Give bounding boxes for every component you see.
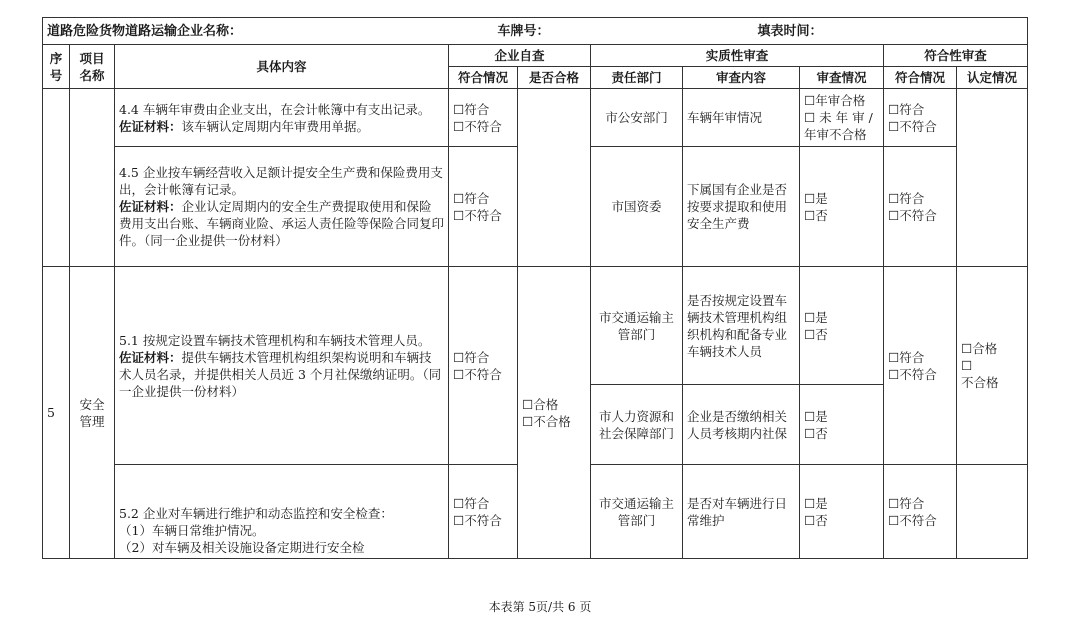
dept-cell: 市人力资源和社会保障部门 [591,385,683,465]
plate-label: 车牌号： [497,23,550,39]
fail-text: 不合格 [961,375,999,390]
comp-confirm-cell-empty [957,89,1028,267]
comp-confirm-cell [957,267,1028,465]
col-comp-confirm: 认定情况 [957,67,1028,89]
company-label: 道路危险货物道路运输企业名称： [47,23,243,39]
col-self-check: 企业自查 [449,45,591,67]
col-dept: 责任部门 [591,67,683,89]
dept-cell: 市国资委 [591,147,683,267]
review-status-cell [800,385,884,465]
item-cell-empty [70,89,115,267]
checkbox-conform[interactable]: ☐符合 [453,349,490,365]
content-text: 5.1 按规定设置车辆技术管理机构和车辆技术管理人员。 [119,332,431,348]
checkbox-review-fail[interactable]: ☐ 未 年 审 / [804,110,873,125]
checkbox-fail[interactable]: ☐不合格 [522,413,571,429]
content-cell [115,267,449,465]
checkbox-yes[interactable]: ☐是 [804,190,828,206]
content-text: （1）车辆日常维护情况。 [119,523,265,538]
seq-cell: 5 [43,267,70,559]
col-comp-status: 符合情况 [884,67,957,89]
content-text: 4.4 车辆年审费由企业支出，在会计帐簿中有支出记录。 [119,101,431,117]
col-substantive: 实质性审查 [591,45,884,67]
content-cell [115,89,449,147]
checkbox-yes[interactable]: ☐是 [804,495,828,511]
col-seq: 序号 [43,45,70,89]
checkbox-conform[interactable]: ☐符合 [888,101,925,117]
checkbox-yes[interactable]: ☐是 [804,309,828,325]
self-status-cell [449,89,518,147]
checkbox-conform[interactable]: ☐符合 [453,101,490,117]
checkbox-nonconform[interactable]: ☐不符合 [888,207,937,223]
self-status-cell [449,267,518,465]
evidence-text: 提供车辆技术管理机构组织架构说明和车辆技术人员名录，并提供相关人员近 3 个月社保缴纳证明。（同一企业提供一份材料） [119,349,442,399]
checkbox-conform[interactable]: ☐符合 [453,190,490,206]
comp-status-cell [884,267,957,465]
comp-status-cell [884,89,957,147]
checkbox-review-pass[interactable]: ☐年审合格 [804,93,866,108]
review-content-cell: 是否对车辆进行日常维护 [683,465,800,559]
review-content-cell: 下属国有企业是否按要求提取和使用安全生产费 [683,147,800,267]
content-text: 4.5 企业按车辆经营收入足额计提安全生产费和保险费用支出，会计帐簿有记录。 [119,165,443,197]
checkbox-conform[interactable]: ☐符合 [888,349,925,365]
col-compliance: 符合性审查 [884,45,1028,67]
checkbox-yes[interactable]: ☐是 [804,408,828,424]
checkbox-conform[interactable]: ☐符合 [888,190,925,206]
review-status-cell [800,147,884,267]
self-pass-cell-empty [518,89,591,267]
checkbox-pass[interactable]: ☐合格 [522,396,559,412]
checkbox-no[interactable]: ☐否 [804,512,828,528]
evidence-text: 企业认定周期内的安全生产费提取使用和保险费用支出台账、车辆商业险、承运人责任险等保险合同复印件。（同一企业提供一份材料） [119,199,445,248]
dept-cell: 市交通运输主管部门 [591,465,683,559]
table-row [43,267,1028,385]
item-cell: 安全管理 [70,267,115,559]
table-title-row [43,18,1028,45]
content-text: （2）对车辆及相关设施设备定期进行安全检 [119,540,365,555]
table-row [43,89,1028,147]
review-content-cell: 车辆年审情况 [683,89,800,147]
content-cell [115,147,449,267]
evidence-label: 佐证材料： [119,118,182,134]
dept-cell: 市公安部门 [591,89,683,147]
checkbox-conform[interactable]: ☐符合 [453,495,490,511]
checkbox-conform[interactable]: ☐符合 [888,495,925,511]
col-review-content: 审查内容 [683,67,800,89]
seq-cell-empty [43,89,70,267]
checkbox-nonconform[interactable]: ☐不符合 [888,118,937,134]
col-review-status: 审查情况 [800,67,884,89]
review-content-cell: 企业是否缴纳相关人员考核期内社保 [683,385,800,465]
comp-status-cell [884,147,957,267]
review-status-cell [800,465,884,559]
evidence-text: 该车辆认定周期内年审费用单据。 [181,118,370,134]
col-self-status: 符合情况 [449,67,518,89]
checkbox-nonconform[interactable]: ☐不符合 [453,118,502,134]
review-fail-text: 年审不合格 [804,127,867,142]
comp-status-cell [884,465,957,559]
self-status-cell [449,147,518,267]
inspection-table [42,17,1028,559]
checkbox-no[interactable]: ☐否 [804,207,828,223]
review-status-cell [800,89,884,147]
checkbox-nonconform[interactable]: ☐不符合 [453,512,502,528]
content-cell [115,465,449,559]
checkbox-nonconform[interactable]: ☐不符合 [453,207,502,223]
date-label: 填表时间： [757,23,823,39]
col-content: 具体内容 [115,45,449,89]
comp-confirm-cell-empty [957,465,1028,559]
checkbox-no[interactable]: ☐否 [804,326,828,342]
checkbox-fail[interactable]: ☐ [961,358,973,373]
checkbox-pass[interactable]: ☐合格 [961,341,998,356]
checkbox-nonconform[interactable]: ☐不符合 [453,366,502,382]
review-content-cell: 是否按规定设置车辆技术管理机构组织机构和配备专业车辆技术人员 [683,267,800,385]
self-status-cell [449,465,518,559]
checkbox-nonconform[interactable]: ☐不符合 [888,512,937,528]
evidence-label: 佐证材料： [119,199,182,214]
col-item: 项目名称 [70,45,115,89]
dept-cell: 市交通运输主管部门 [591,267,683,385]
content-text: 5.2 企业对车辆进行维护和动态监控和安全检查： [119,506,393,521]
page-footer: 本表第 5页/共 6 页 [488,600,592,614]
checkbox-no[interactable]: ☐否 [804,425,828,441]
self-pass-cell [518,267,591,559]
col-self-pass: 是否合格 [518,67,591,89]
checkbox-nonconform[interactable]: ☐不符合 [888,366,937,382]
review-status-cell [800,267,884,385]
evidence-label: 佐证材料： [119,349,182,365]
